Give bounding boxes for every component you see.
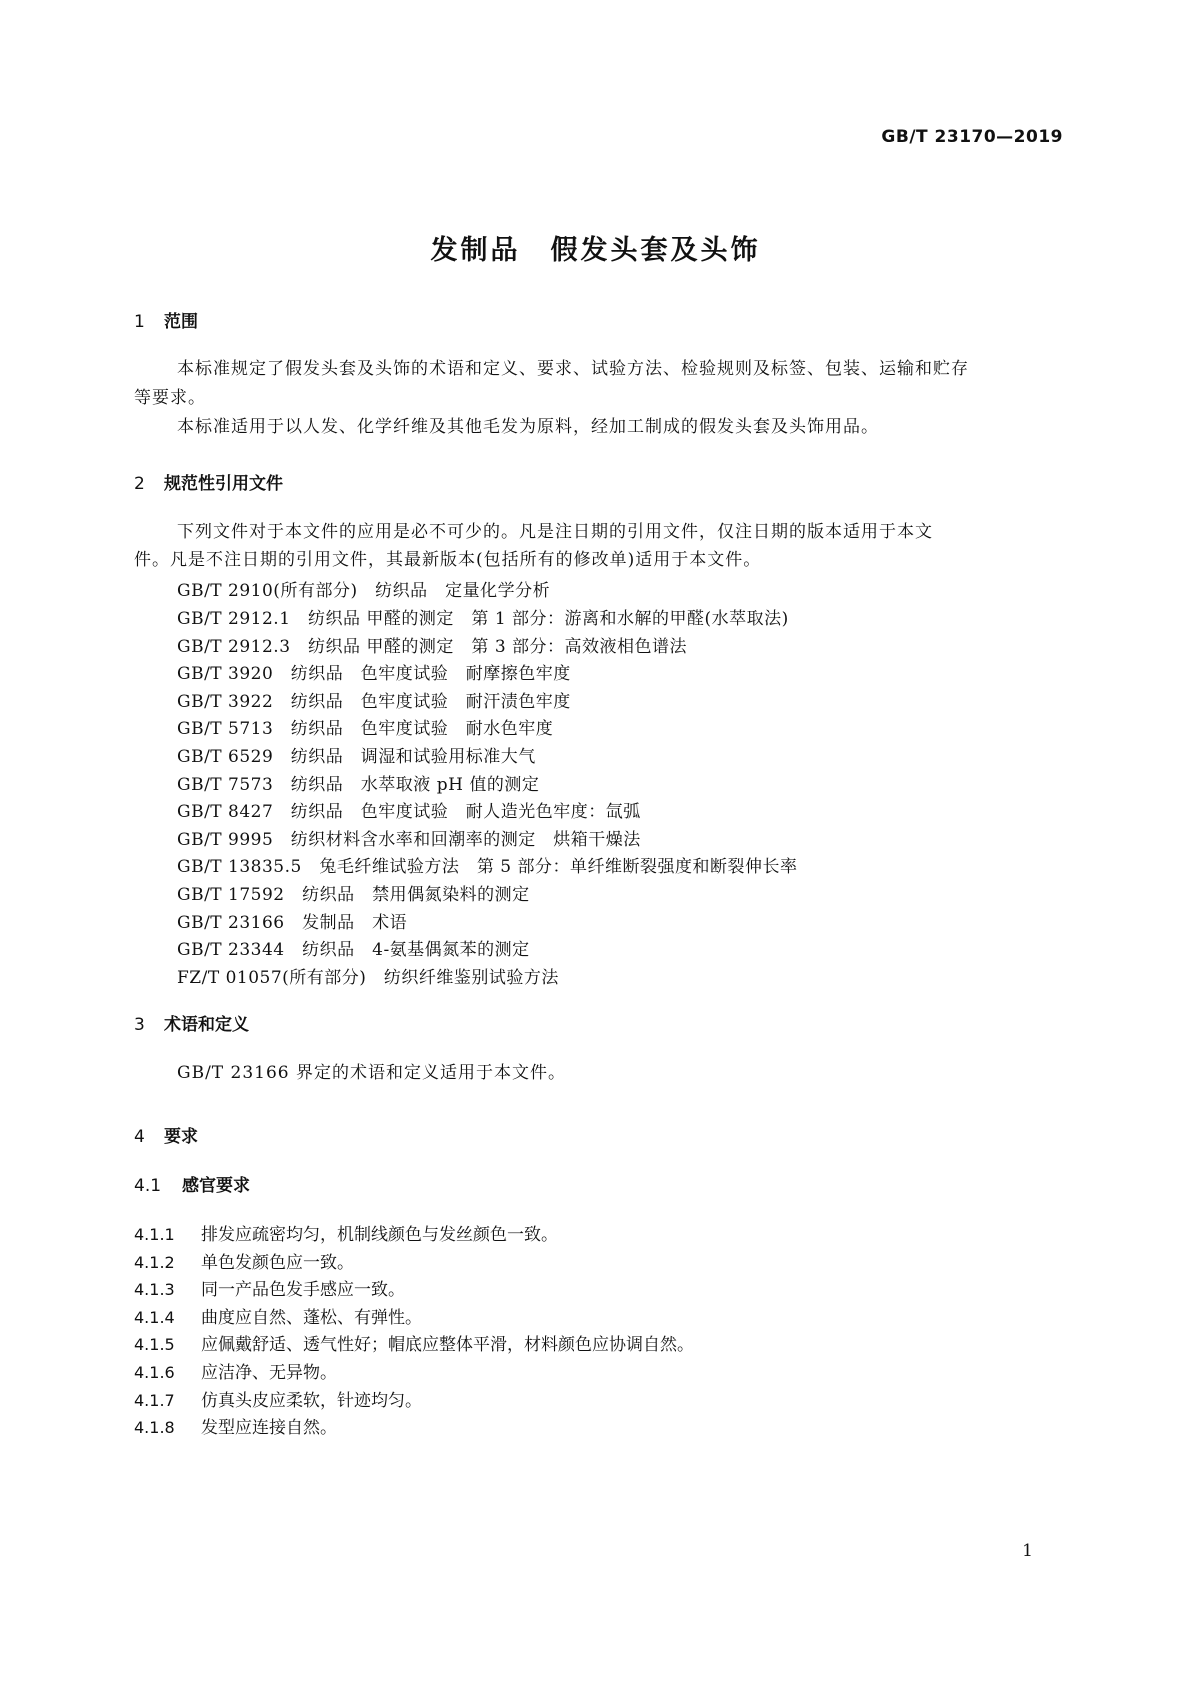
requirement-number: 4.1.4 <box>134 1308 175 1327</box>
reference-item: GB/T 2912.1 纺织品 甲醛的测定 第 1 部分：游离和水解的甲醛(水萃取法) <box>177 609 789 629</box>
requirement-text: 单色发颜色应一致。 <box>201 1253 354 1273</box>
section-number: 2 <box>134 474 145 494</box>
terms-paragraph: GB/T 23166 界定的术语和定义适用于本文件。 <box>177 1063 567 1083</box>
reference-item: GB/T 23344 纺织品 4-氨基偶氮苯的测定 <box>177 940 530 960</box>
reference-item: FZ/T 01057(所有部分) 纺织纤维鉴别试验方法 <box>177 968 559 988</box>
requirement-item <box>134 1386 422 1411</box>
standard-number: GB/T 23170—2019 <box>881 127 1063 147</box>
subsection-title: 感官要求 <box>182 1176 250 1196</box>
requirement-number: 4.1.2 <box>134 1253 175 1272</box>
reference-item: GB/T 8427 纺织品 色牢度试验 耐人造光色牢度：氙弧 <box>177 802 641 822</box>
requirement-text: 曲度应自然、蓬松、有弹性。 <box>201 1308 422 1328</box>
references-intro-line-2: 件。凡是不注日期的引用文件，其最新版本(包括所有的修改单)适用于本文件。 <box>134 550 762 570</box>
requirement-text: 发型应连接自然。 <box>201 1418 337 1438</box>
requirement-text: 应佩戴舒适、透气性好；帽底应整体平滑，材料颜色应协调自然。 <box>201 1335 694 1355</box>
reference-item: GB/T 23166 发制品 术语 <box>177 913 408 933</box>
reference-item: GB/T 2910(所有部分) 纺织品 定量化学分析 <box>177 581 551 601</box>
reference-item: GB/T 3922 纺织品 色牢度试验 耐汗渍色牢度 <box>177 692 571 712</box>
scope-paragraph-1-line-2: 等要求。 <box>134 388 206 408</box>
requirement-item <box>134 1413 337 1438</box>
requirement-number: 4.1.8 <box>134 1418 175 1437</box>
section-heading-scope <box>134 307 198 332</box>
reference-item: GB/T 13835.5 兔毛纤维试验方法 第 5 部分：单纤维断裂强度和断裂伸长率 <box>177 857 798 877</box>
requirement-number: 4.1.7 <box>134 1391 175 1410</box>
scope-paragraph-2: 本标准适用于以人发、化学纤维及其他毛发为原料，经加工制成的假发头套及头饰用品。 <box>177 417 879 437</box>
section-number: 3 <box>134 1015 145 1035</box>
requirement-number: 4.1.3 <box>134 1280 175 1299</box>
reference-item: GB/T 3920 纺织品 色牢度试验 耐摩擦色牢度 <box>177 664 571 684</box>
section-number: 1 <box>134 312 145 332</box>
section-title: 规范性引用文件 <box>164 474 283 494</box>
document-title: 发制品 假发头套及头饰 <box>430 235 761 266</box>
requirement-text: 仿真头皮应柔软，针迹均匀。 <box>201 1391 422 1411</box>
requirement-item <box>134 1220 558 1245</box>
requirement-text: 排发应疏密均匀，机制线颜色与发丝颜色一致。 <box>201 1225 558 1245</box>
section-heading-terms <box>134 1010 249 1035</box>
requirement-item <box>134 1330 694 1355</box>
requirement-number: 4.1.1 <box>134 1225 175 1244</box>
requirement-item <box>134 1248 354 1273</box>
references-intro-line-1: 下列文件对于本文件的应用是必不可少的。凡是注日期的引用文件，仅注日期的版本适用于本文 <box>177 522 933 542</box>
requirement-item <box>134 1275 405 1300</box>
subsection-number: 4.1 <box>134 1176 162 1196</box>
requirement-text: 应洁净、无异物。 <box>201 1363 337 1383</box>
reference-item: GB/T 2912.3 纺织品 甲醛的测定 第 3 部分：高效液相色谱法 <box>177 637 688 657</box>
section-heading-normative-references <box>134 469 283 494</box>
reference-item: GB/T 7573 纺织品 水萃取液 pH 值的测定 <box>177 775 540 795</box>
requirement-number: 4.1.5 <box>134 1335 175 1354</box>
subsection-heading-sensory <box>134 1171 250 1196</box>
section-title: 范围 <box>164 312 198 332</box>
section-title: 术语和定义 <box>164 1015 249 1035</box>
reference-item: GB/T 9995 纺织材料含水率和回潮率的测定 烘箱干燥法 <box>177 830 641 850</box>
reference-item: GB/T 17592 纺织品 禁用偶氮染料的测定 <box>177 885 530 905</box>
section-title: 要求 <box>164 1127 198 1147</box>
page-number: 1 <box>1022 1541 1033 1561</box>
section-heading-requirements <box>134 1122 198 1147</box>
section-number: 4 <box>134 1127 145 1147</box>
requirement-item <box>134 1358 337 1383</box>
requirement-item <box>134 1303 422 1328</box>
reference-item: GB/T 6529 纺织品 调湿和试验用标准大气 <box>177 747 536 767</box>
requirement-text: 同一产品色发手感应一致。 <box>201 1280 405 1300</box>
reference-item: GB/T 5713 纺织品 色牢度试验 耐水色牢度 <box>177 719 554 739</box>
scope-paragraph-1-line-1: 本标准规定了假发头套及头饰的术语和定义、要求、试验方法、检验规则及标签、包装、运输和贮存 <box>177 359 969 379</box>
requirement-number: 4.1.6 <box>134 1363 175 1382</box>
